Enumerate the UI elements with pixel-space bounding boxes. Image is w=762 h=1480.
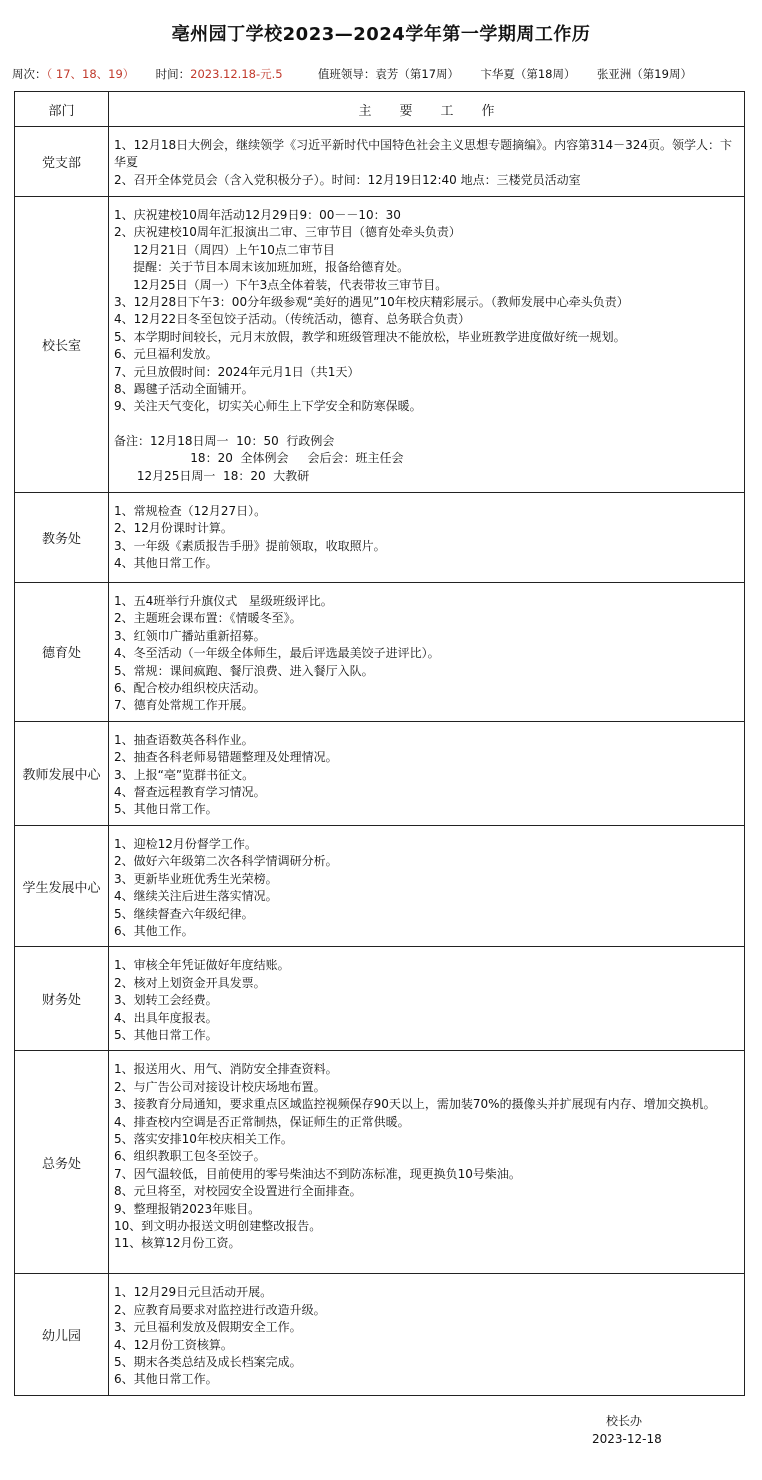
work-item: 2、做好六年级第二次各科学情调研分析。 <box>114 854 338 869</box>
work-item: 1、12月29日元旦活动开展。 <box>114 1285 273 1300</box>
dept-cell: 总务处 <box>15 1051 109 1274</box>
work-item: 3、上报“亳”览群书征文。 <box>114 767 255 782</box>
work-calendar-table <box>14 91 745 1396</box>
dept-cell: 校长室 <box>15 197 109 493</box>
work-content-cell <box>109 583 745 722</box>
work-item: 2、应教育局要求对监控进行改造升级。 <box>114 1302 326 1317</box>
work-item: 1、12月18日大例会，继续领学《习近平新时代中国特色社会主义思想专题摘编》。内容第314－324页。领学人：卞华夏 <box>114 138 732 170</box>
table-row <box>15 1051 745 1274</box>
work-item: 5、期末各类总结及成长档案完成。 <box>114 1354 302 1369</box>
work-item: 3、划转工会经费。 <box>114 993 218 1008</box>
dept-cell: 幼儿园 <box>15 1274 109 1395</box>
dept-cell: 德育处 <box>15 583 109 722</box>
work-item: 12月21日（周四）上午10点二审节目 <box>114 242 335 257</box>
work-content-cell <box>109 197 745 493</box>
work-item: 8、踢毽子活动全面铺开。 <box>114 382 254 397</box>
work-item: 9、整理报销2023年账目。 <box>114 1201 261 1216</box>
work-item: 备注：12月18日周一 10：50 行政例会 <box>114 433 335 448</box>
work-content-cell <box>109 825 745 946</box>
work-item: 4、12月份工资核算。 <box>114 1337 233 1352</box>
work-item: 5、其他日常工作。 <box>114 1027 218 1042</box>
work-item: 6、其他工作。 <box>114 923 194 938</box>
work-item: 4、排查校内空调是否正常制热，保证师生的正常供暖。 <box>114 1114 410 1129</box>
work-item: 7、元旦放假时间：2024年元月1日（共1天） <box>114 364 360 379</box>
dept-cell: 教务处 <box>15 493 109 583</box>
header-char-3: 工 <box>440 103 454 119</box>
work-item <box>114 416 740 433</box>
work-item: 1、迎检12月份督学工作。 <box>114 836 257 851</box>
work-item: 9、关注天气变化，切实关心师生上下学安全和防寒保暖。 <box>114 399 422 414</box>
duty-person-1: 袁芳（第17周） <box>375 67 460 81</box>
table-row <box>15 583 745 722</box>
work-item: 2、召开全体党员会（含入党积极分子）。时间：12月19日12:40 地点：三楼党员活动室 <box>114 172 581 187</box>
work-item: 1、抽查语数英各科作业。 <box>114 732 254 747</box>
info-bar <box>12 66 752 82</box>
work-item: 6、组织教职工包冬至饺子。 <box>114 1149 266 1164</box>
work-item: 2、12月份课时计算。 <box>114 521 233 536</box>
work-item: 12月25日周一 18：20 大教研 <box>114 468 310 483</box>
work-item: 3、元旦福利发放及假期安全工作。 <box>114 1320 302 1335</box>
work-item: 4、其他日常工作。 <box>114 556 218 571</box>
work-item: 1、常规检查（12月27日）。 <box>114 504 267 518</box>
dept-cell: 教师发展中心 <box>15 721 109 825</box>
table-row <box>15 825 745 946</box>
work-content-cell <box>109 127 745 197</box>
dept-cell: 学生发展中心 <box>15 825 109 946</box>
time-value: 2023.12.18-元.5 <box>190 67 283 81</box>
work-item: 2、主题班会课布置：《情暖冬至》。 <box>114 611 302 626</box>
work-item: 1、报送用火、用气、消防安全排查资料。 <box>114 1062 338 1077</box>
work-item: 4、出具年度报表。 <box>114 1010 218 1025</box>
work-item: 5、常规：课间疯跑、餐厅浪费、进入餐厅入队。 <box>114 663 374 678</box>
table-row <box>15 721 745 825</box>
work-item: 6、其他日常工作。 <box>114 1372 218 1387</box>
table-row <box>15 197 745 493</box>
work-item: 3、红领巾广播站重新招募。 <box>114 628 266 643</box>
work-content-cell <box>109 1051 745 1274</box>
header-dept: 部门 <box>15 92 109 127</box>
work-content-cell <box>109 1274 745 1395</box>
work-item: 1、庆祝建校10周年活动12月29日9：00－－10：30 <box>114 208 401 222</box>
work-item: 7、德育处常规工作开展。 <box>114 698 254 713</box>
work-item: 3、一年级《素质报告手册》提前领取，收取照片。 <box>114 538 386 553</box>
work-item: 6、配合校办组织校庆活动。 <box>114 681 266 696</box>
table-header-row <box>15 92 745 127</box>
table-row <box>15 1274 745 1395</box>
page-title: 亳州园丁学校2023—2024学年第一学期周工作历 <box>171 24 591 45</box>
work-item: 2、与广告公司对接设计校庆场地布置。 <box>114 1079 326 1094</box>
duty-person-3: 张亚洲（第19周） <box>596 67 692 81</box>
work-item: 2、庆祝建校10周年汇报演出二审、三审节目（德育处牵头负责） <box>114 225 461 240</box>
work-item: 11、核算12月份工资。 <box>114 1236 241 1251</box>
footer-date: 2023-12-18 <box>592 1432 662 1446</box>
work-item: 3、更新毕业班优秀生光荣榜。 <box>114 871 278 886</box>
dept-cell: 党支部 <box>15 127 109 197</box>
work-item: 6、元旦福利发放。 <box>114 347 218 362</box>
work-item: 4、督查远程教育学习情况。 <box>114 785 266 800</box>
work-item: 5、其他日常工作。 <box>114 802 218 817</box>
week-value: （ 17、18、19） <box>46 67 135 81</box>
work-item: 8、元旦将至，对校园安全设置进行全面排查。 <box>114 1184 362 1199</box>
work-item: 3、12月28日下午3：00分年级参观“美好的遇见”10年校庆精彩展示。（教师发展中心牵头负责） <box>114 295 629 310</box>
work-content-cell <box>109 721 745 825</box>
header-char-2: 要 <box>399 103 413 119</box>
table-row <box>15 947 745 1051</box>
table-row <box>15 493 745 583</box>
header-main-work <box>109 92 745 127</box>
work-item: 2、核对上划资金开具发票。 <box>114 975 266 990</box>
work-item: 10、到文明办报送文明创建整改报告。 <box>114 1219 322 1233</box>
work-item: 7、因气温较低，目前使用的零号柴油达不到防冻标准，现更换负10号柴油。 <box>114 1166 521 1181</box>
work-item: 4、冬至活动（一年级全体师生，最后评选最美饺子进评比）。 <box>114 646 440 661</box>
duty-label: 值班领导： <box>317 67 376 81</box>
work-item: 4、12月22日冬至包饺子活动。（传统活动，德育、总务联合负责） <box>114 312 471 327</box>
work-item: 5、本学期时间较长，元月末放假，教学和班级管理决不能放松，毕业班教学进度做好统一规划。 <box>114 329 626 344</box>
work-item: 1、五4班举行升旗仪式 星级班级评比。 <box>114 594 333 608</box>
work-item: 5、继续督查六年级纪律。 <box>114 906 254 921</box>
work-content-cell <box>109 947 745 1051</box>
work-item: 3、接教育分局通知，要求重点区域监控视频保存90天以上，需加装70%的摄像头并扩展现有内存、增加交换机。 <box>114 1097 716 1112</box>
work-item: 1、审核全年凭证做好年度结账。 <box>114 958 290 973</box>
work-item: 2、抽查各科老师易错题整理及处理情况。 <box>114 750 338 765</box>
dept-cell: 财务处 <box>15 947 109 1051</box>
work-item: 4、继续关注后进生落实情况。 <box>114 889 278 904</box>
time-label: 时间： <box>155 67 191 81</box>
header-char-4: 作 <box>481 103 495 119</box>
table-row <box>15 127 745 197</box>
work-item: 提醒：关于节目本周末该加班加班，报备给德育处。 <box>114 260 410 275</box>
work-content-cell <box>109 493 745 583</box>
work-item: 5、落实安排10年校庆相关工作。 <box>114 1131 293 1146</box>
header-char-1: 主 <box>358 103 372 119</box>
work-item: 18：20 全体例会 会后会：班主任会 <box>114 451 404 466</box>
week-label: 周次： <box>12 67 47 81</box>
work-item: 12月25日（周一）下午3点全体着装，代表带妆三审节目。 <box>114 277 448 292</box>
duty-person-2: 卞华夏（第18周） <box>480 67 576 81</box>
footer-office: 校长办 <box>606 1414 643 1428</box>
